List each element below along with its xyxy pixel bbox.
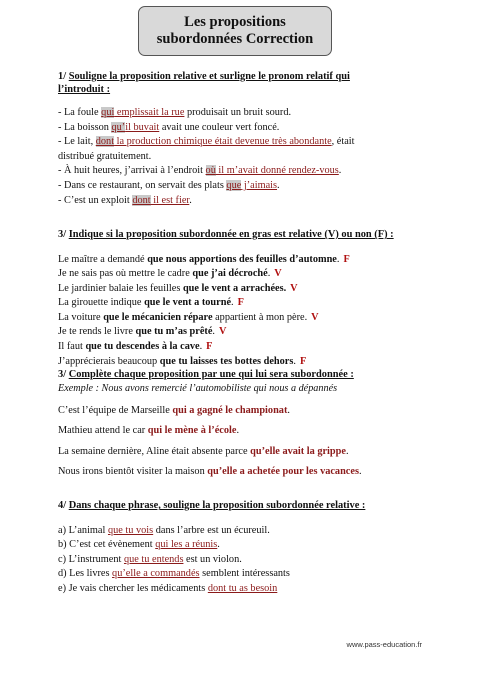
title-line-1: Les propositions: [184, 14, 286, 30]
exercise-3-true-false: [58, 229, 430, 369]
exercise-1-sentence-2: - La boisson qu’il buvait avait une couleur vert foncé.: [58, 121, 280, 133]
answer-mark: V: [274, 268, 282, 280]
exercise-1-number: 1/: [58, 71, 67, 82]
exercise-3-sentence-2: Je ne sais pas où mettre le cadre que j’ai décroché. V: [58, 268, 282, 280]
exercise-1-sentence-3: - Le lait, dont la production chimique était devenue très abondante, était: [58, 136, 355, 148]
relative-pronoun: dont: [132, 194, 151, 206]
exercise-3-sentence-6: Je te rends le livre que tu m’as prêté. V: [58, 326, 227, 338]
footer-website: www.pass-education.fr: [346, 640, 422, 649]
relative-clause: qu’elle a commandés: [112, 568, 200, 580]
relative-clause: qui les a réunis: [155, 539, 218, 551]
exercise-1-sentence-6: - C’est un exploit dont il est fier.: [58, 194, 192, 206]
exercise-1-heading: [58, 71, 430, 96]
relative-pronoun: dont: [95, 136, 115, 148]
answer-mark: F: [343, 253, 350, 265]
answer-text: qu’elle avait la grippe: [250, 445, 346, 457]
exercise-3-sentence-3: Le jardinier balaie les feuilles que le vent a arrachées. V: [58, 282, 298, 294]
answer-mark: F: [237, 297, 244, 309]
relative-clause: dont tu as besoin: [207, 582, 278, 594]
relative-pronoun: qu’: [111, 121, 126, 133]
exercise-3-instruction: Indique si la proposition subordonnée en gras est relative (V) ou non (F) :: [68, 229, 394, 240]
exercise-4-sentence-b: b) C’est cet évènement qui les a réunis.: [58, 539, 220, 551]
answer-mark: F: [206, 341, 213, 353]
exercise-4-sentence-a: a) L’animal que tu vois dans l’arbre est un écureuil.: [58, 524, 270, 536]
exercise-4-sentence-e: e) Je vais chercher les médicaments dont tu as besoin: [58, 582, 278, 594]
exercise-1-sentence-4: - À huit heures, j’arrivai à l’endroit où il m’avait donné rendez-vous.: [58, 165, 342, 177]
relative-clause: la production chimique était devenue très abondante: [114, 136, 332, 148]
title-box: [138, 6, 332, 56]
exercise-4-instruction: Dans chaque phrase, souligne la proposition subordonnée relative :: [68, 500, 366, 511]
exercise-4: [58, 500, 430, 596]
relative-clause: il m’avait donné rendez-vous: [215, 165, 339, 177]
relative-pronoun: où: [205, 165, 216, 177]
exercise-3-number: 3/: [58, 229, 67, 240]
relative-clause: que tu vois: [107, 524, 154, 536]
answer-mark: V: [219, 326, 227, 338]
exercise-3b-heading: [58, 369, 430, 382]
exercise-3-sentence-5: La voiture que le mécanicien répare appartient à mon père. V: [58, 311, 319, 323]
relative-clause: il buvait: [125, 121, 160, 133]
exercise-1-sentence-3-cont: distribué gratuitement.: [58, 150, 152, 162]
exercise-1-instruction: Souligne la proposition relative et surligne le pronom relatif qui: [68, 71, 350, 82]
exercise-4-sentence-d: d) Les livres qu’elle a commandés semblent intéressants: [58, 568, 290, 580]
answer-mark: F: [299, 355, 307, 367]
relative-clause: emplissait la rue: [114, 107, 185, 118]
exercise-3b-number: 3/: [58, 369, 67, 380]
exercise-3-sentence-7: Il faut que tu descendes à la cave. F: [58, 341, 213, 353]
exercise-3-sentence-8: J’apprécierais beaucoup que tu laisses tes bottes dehors. F: [58, 355, 307, 367]
answer-mark: V: [290, 282, 298, 294]
exercise-1-instruction-cont: l’introduit :: [58, 83, 111, 95]
exercise-3b-sentence-1: C’est l’équipe de Marseille qui a gagné le championat.: [58, 404, 290, 416]
title-line-2: subordonnées Correction: [156, 31, 314, 47]
exercise-1-sentence-1: - La foule qui emplissait la rue produisait un bruit sourd.: [58, 107, 292, 118]
exercise-1: [58, 71, 430, 208]
answer-text: qui a gagné le championat: [172, 404, 288, 416]
exercise-3b-example: Exemple : Nous avons remercié l’automobiliste qui nous a dépannés: [58, 382, 338, 394]
relative-clause: il est fier: [150, 194, 190, 206]
exercise-3-complete: [58, 369, 430, 480]
exercise-4-number: 4/: [58, 500, 67, 511]
relative-pronoun: qui: [101, 107, 115, 118]
answer-mark: V: [311, 311, 319, 323]
exercise-3-sentence-4: La girouette indique que le vent a tourné. F: [58, 297, 244, 309]
relative-clause: que tu entends: [123, 553, 184, 565]
exercise-1-sentence-5: - Dans ce restaurant, on servait des plats que j’aimais.: [58, 179, 280, 191]
exercise-4-sentence-c: c) L’instrument que tu entends est un violon.: [58, 553, 242, 565]
answer-text: qui le mène à l’école: [147, 425, 237, 437]
exercise-4-heading: [58, 500, 430, 513]
relative-clause: j’aimais: [241, 179, 278, 191]
exercise-3b-sentence-3: La semaine dernière, Aline était absente parce qu’elle avait la grippe.: [58, 445, 349, 457]
exercise-3b-sentence-4: Nous irons bientôt visiter la maison qu’elle a achetée pour les vacances.: [58, 466, 362, 478]
exercise-3-sentence-1: Le maître a demandé que nous apportions des feuilles d’automne. F: [58, 253, 350, 265]
answer-text: qu’elle a achetée pour les vacances: [207, 466, 359, 478]
exercise-3b-instruction: Complète chaque proposition par une qui lui sera subordonnée :: [68, 369, 354, 380]
relative-pronoun: que: [226, 179, 242, 191]
exercise-3-heading: [58, 229, 430, 242]
exercise-3b-sentence-2: Mathieu attend le car qui le mène à l’école.: [58, 425, 240, 437]
